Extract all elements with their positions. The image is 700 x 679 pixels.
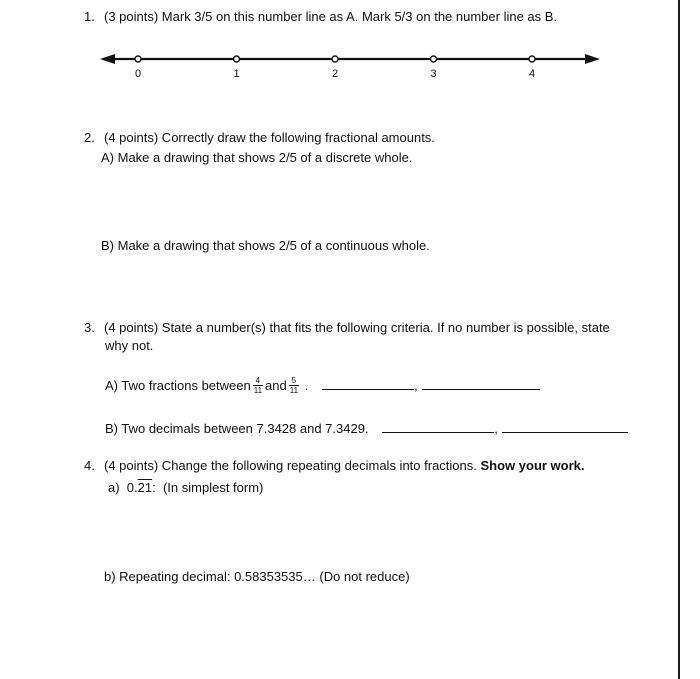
number-line-left-arrow [100, 54, 115, 64]
question-1-number: 1. [84, 9, 95, 24]
question-3-text-line1: (4 points) State a number(s) that fits the following criteria. If no number is possible, state [104, 320, 610, 335]
number-line-tick-4[interactable] [529, 56, 535, 62]
number-line-right-arrow [585, 54, 600, 64]
question-2a: A) Make a drawing that shows 2/5 of a discrete whole. [101, 150, 413, 165]
answer-blank-3a-2[interactable] [422, 377, 540, 390]
number-line-label-2: 2 [331, 68, 339, 80]
question-2-text: (4 points) Correctly draw the following fractional amounts. [104, 130, 435, 145]
question-2 [84, 130, 435, 146]
question-4b: b) Repeating decimal: 0.58353535… (Do not reduce) [104, 569, 410, 584]
decimal-prefix: 0. [126, 480, 138, 495]
fraction-denominator: 11 [253, 386, 263, 396]
number-line [0, 40, 700, 130]
question-4a-note: (In simplest form) [162, 480, 264, 495]
answer-blank-3a-1[interactable] [322, 377, 414, 390]
question-3b [105, 420, 628, 437]
fraction-numerator: 4 [255, 376, 261, 386]
number-line-tick-2[interactable] [332, 56, 338, 62]
question-3a-period: . [304, 378, 309, 393]
answer-blank-3b-1[interactable] [382, 420, 494, 433]
decimal-repeat: 21 [137, 480, 153, 495]
answer-comma: , [494, 421, 498, 436]
repeating-decimal-value [127, 480, 156, 495]
question-4-bold: Show your work. [480, 458, 585, 473]
question-1-text: (3 points) Mark 3/5 on this number line as A. Mark 5/3 on the number line as B. [104, 9, 558, 24]
question-4a [108, 480, 263, 496]
question-3a [105, 377, 540, 396]
question-3b-text: B) Two decimals between 7.3428 and 7.3429. [105, 421, 369, 436]
fraction-5-11 [289, 376, 299, 395]
question-2b: B) Make a drawing that shows 2/5 of a continuous whole. [101, 238, 430, 253]
fraction-4-11 [253, 376, 263, 395]
question-4 [84, 458, 585, 474]
number-line-label-1: 1 [233, 68, 240, 80]
decimal-colon: : [152, 480, 156, 495]
number-line-label-0: 0 [134, 68, 142, 80]
page-edge-rule [678, 0, 680, 679]
question-3a-prefix: A) Two fractions between [105, 378, 251, 393]
question-3-text-line2: why not. [105, 338, 154, 353]
question-4-number: 4. [84, 458, 95, 473]
question-1 [84, 9, 557, 25]
question-2-number: 2. [84, 130, 95, 145]
number-line-tick-0[interactable] [135, 56, 141, 62]
question-4-text: (4 points) Change the following repeating decimals into fractions. [104, 458, 477, 473]
number-line-tick-1[interactable] [234, 56, 240, 62]
number-line-label-3: 3 [430, 68, 437, 80]
question-4a-label: a) [108, 480, 120, 495]
question-3 [84, 320, 610, 336]
fraction-numerator: 5 [291, 376, 297, 386]
answer-blank-3b-2[interactable] [502, 420, 628, 433]
question-3-number: 3. [84, 320, 95, 335]
answer-comma: , [413, 378, 418, 393]
fraction-denominator: 11 [289, 386, 299, 396]
number-line-tick-3[interactable] [431, 56, 437, 62]
question-3a-and: and [265, 378, 287, 393]
number-line-label-4: 4 [528, 68, 536, 80]
